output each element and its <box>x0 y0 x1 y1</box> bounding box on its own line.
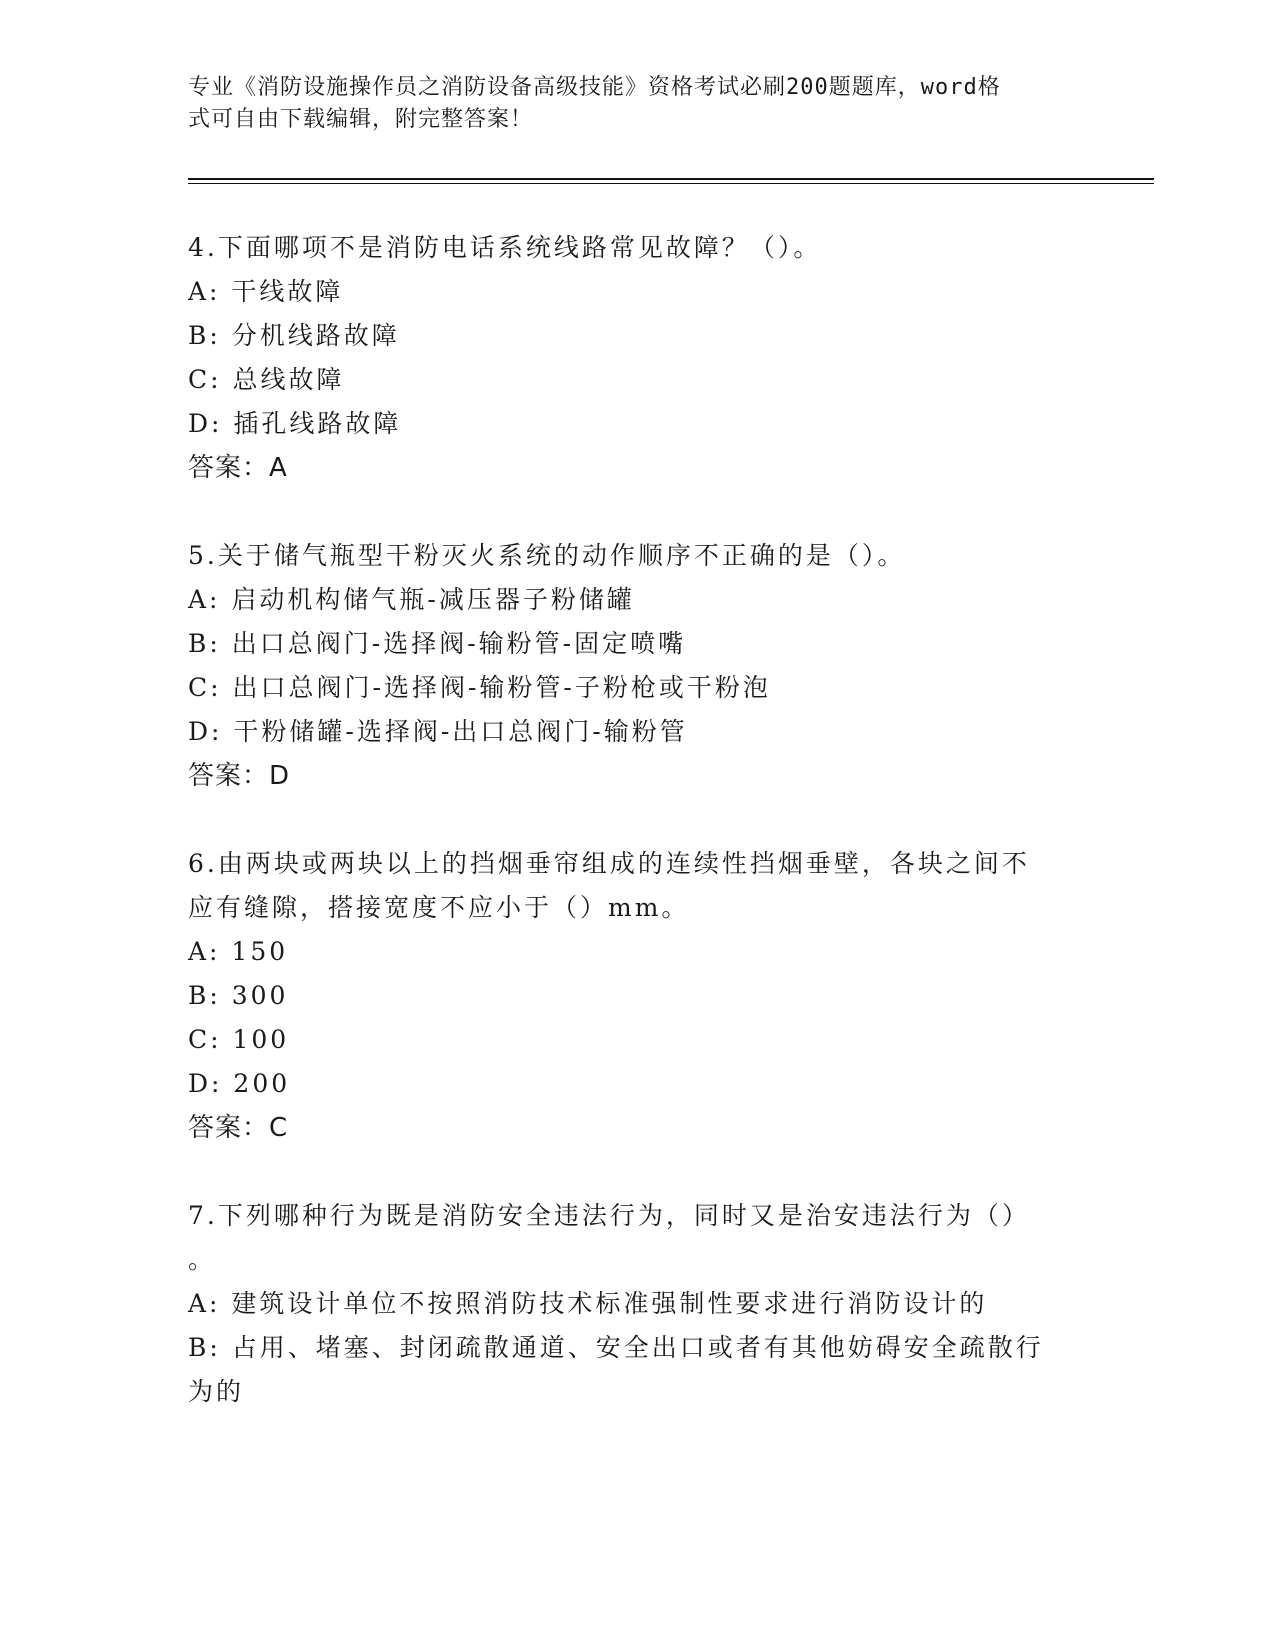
question-4-option-a: A: 干线故障 <box>188 277 344 306</box>
question-6-stem-line-2: 应有缝隙，搭接宽度不应小于（）mm。 <box>188 893 690 922</box>
question-6-option-a: A: 150 <box>188 937 289 966</box>
question-7-option-a: A: 建筑设计单位不按照消防技术标准强制性要求进行消防设计的 <box>188 1289 988 1318</box>
question-7-option-b: B: 占用、堵塞、封闭疏散通道、安全出口或者有其他妨碍安全疏散行 <box>188 1333 1044 1362</box>
header-line-1: 专业《消防设施操作员之消防设备高级技能》资格考试必刷200题题库，word格 <box>188 75 1001 100</box>
question-7-option-b-continued: 为的 <box>188 1377 245 1406</box>
question-7-stem-line-1: 7.下列哪种行为既是消防安全违法行为，同时又是治安违法行为（） <box>188 1201 1030 1230</box>
question-4-option-b: B: 分机线路故障 <box>188 321 400 350</box>
question-4-answer: 答案：A <box>188 453 288 483</box>
question-5-stem: 5.关于储气瓶型干粉灭火系统的动作顺序不正确的是（）。 <box>188 541 906 570</box>
question-4-option-c: C: 总线故障 <box>188 365 345 394</box>
question-7-stem-line-2: 。 <box>188 1245 217 1274</box>
document-header <box>188 72 1088 136</box>
question-4-option-d: D: 插孔线路故障 <box>188 409 402 438</box>
question-5-answer: 答案：D <box>188 761 291 791</box>
question-6-option-b: B: 300 <box>188 981 289 1010</box>
question-5-option-b: B: 出口总阀门-选择阀-输粉管-固定喷嘴 <box>188 629 687 658</box>
question-5-option-c: C: 出口总阀门-选择阀-输粉管-子粉枪或干粉泡 <box>188 673 771 702</box>
header-divider-thick <box>188 178 1154 180</box>
header-divider-thin <box>188 183 1154 184</box>
question-6-option-d: D: 200 <box>188 1069 291 1098</box>
question-6-stem-line-1: 6.由两块或两块以上的挡烟垂帘组成的连续性挡烟垂壁，各块之间不 <box>188 849 1030 878</box>
question-5-option-d: D: 干粉储罐-选择阀-出口总阀门-输粉管 <box>188 717 688 746</box>
question-6-option-c: C: 100 <box>188 1025 290 1054</box>
header-line-2: 式可自由下载编辑，附完整答案！ <box>188 107 534 132</box>
question-6-answer: 答案：C <box>188 1113 289 1143</box>
question-5-option-a: A: 启动机构储气瓶-减压器子粉储罐 <box>188 585 635 614</box>
question-4-stem: 4.下面哪项不是消防电话系统线路常见故障？（）。 <box>188 233 822 262</box>
